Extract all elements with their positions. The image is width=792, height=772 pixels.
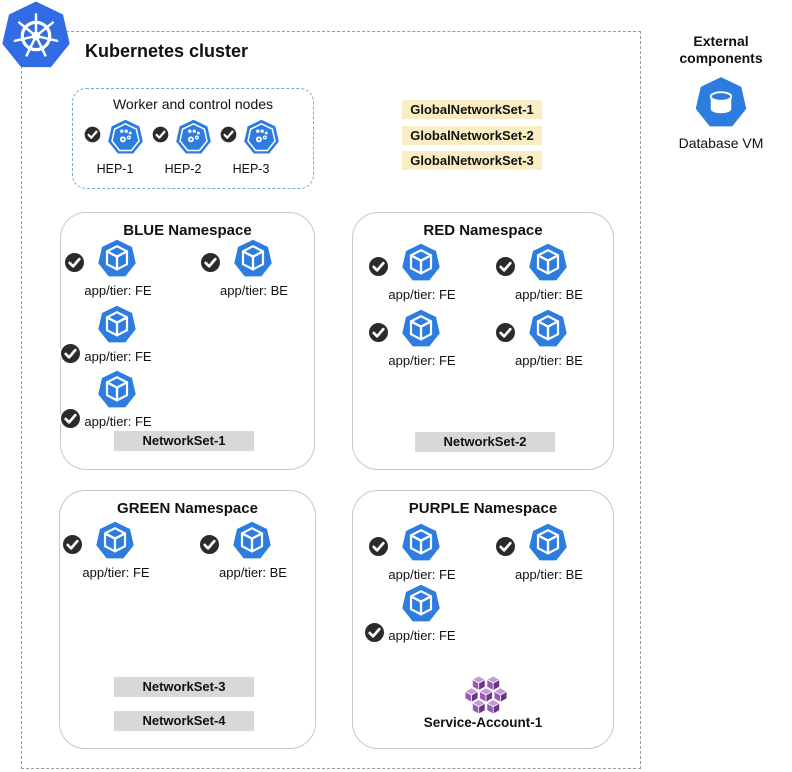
pod-label: app/tier: FE — [84, 349, 152, 364]
pod-label: app/tier: BE — [220, 283, 288, 298]
node-label: HEP-3 — [232, 162, 270, 176]
check-icon — [494, 255, 517, 278]
pod-label: app/tier: BE — [515, 567, 583, 582]
pod-label: app/tier: FE — [388, 628, 456, 643]
pod-label: app/tier: FE — [84, 414, 152, 429]
node-icon — [107, 119, 144, 156]
service-account-icon — [464, 676, 508, 714]
external-components-section — [653, 33, 789, 151]
pod-label: app/tier: BE — [219, 565, 287, 580]
pod — [63, 305, 173, 369]
external-components-title: External components — [679, 33, 763, 66]
pod-label: app/tier: FE — [388, 353, 456, 368]
check-icon — [199, 251, 222, 274]
pod-icon — [401, 523, 441, 563]
network-set-label: NetworkSet-2 — [415, 432, 555, 452]
node-icon — [175, 119, 212, 156]
namespace-blue — [60, 212, 315, 470]
namespace-title: PURPLE Namespace — [408, 500, 558, 517]
database-icon — [694, 76, 748, 130]
namespace-red — [352, 212, 614, 470]
namespace-green — [59, 490, 316, 749]
pod-icon — [233, 239, 273, 279]
host-endpoint-node — [83, 117, 147, 181]
network-set-label: NetworkSet-4 — [114, 711, 254, 731]
worker-box-title: Worker and control nodes — [112, 96, 274, 112]
check-icon — [63, 251, 86, 274]
check-icon — [367, 321, 390, 344]
pod-icon — [401, 309, 441, 349]
pod-icon — [97, 370, 137, 410]
pod — [367, 523, 477, 587]
pod — [199, 239, 309, 303]
node-icon — [243, 119, 280, 156]
check-icon — [61, 533, 84, 556]
node-label: HEP-2 — [164, 162, 202, 176]
check-icon — [367, 535, 390, 558]
node-label: HEP-1 — [96, 162, 134, 176]
pod-label: app/tier: BE — [515, 353, 583, 368]
kubernetes-logo-icon — [0, 0, 72, 72]
pod — [367, 309, 477, 373]
network-set-label: NetworkSet-1 — [114, 431, 254, 451]
pod-icon — [528, 243, 568, 283]
pod-icon — [528, 309, 568, 349]
pod — [494, 309, 604, 373]
pod — [494, 523, 604, 587]
global-network-set-label: GlobalNetworkSet-2 — [402, 126, 542, 145]
database-vm-label: Database VM — [678, 134, 764, 151]
check-icon — [198, 533, 221, 556]
host-endpoint-node — [219, 117, 283, 181]
check-icon — [83, 125, 102, 144]
pod-icon — [401, 584, 441, 624]
pod-icon — [97, 239, 137, 279]
cluster-title: Kubernetes cluster — [85, 41, 249, 61]
pod — [63, 239, 173, 303]
check-icon — [494, 321, 517, 344]
global-network-set-label: GlobalNetworkSet-1 — [402, 100, 542, 119]
pod — [198, 521, 308, 585]
check-icon — [151, 125, 170, 144]
namespace-title: BLUE Namespace — [123, 222, 252, 239]
pod-label: app/tier: FE — [84, 283, 152, 298]
check-icon — [219, 125, 238, 144]
pod — [63, 370, 173, 434]
pod-icon — [97, 305, 137, 345]
pod-icon — [528, 523, 568, 563]
pod — [61, 521, 171, 585]
pod — [494, 243, 604, 307]
pod-label: app/tier: FE — [388, 287, 456, 302]
global-network-set-label: GlobalNetworkSet-3 — [402, 151, 542, 170]
pod-icon — [401, 243, 441, 283]
service-account-label: Service-Account-1 — [423, 715, 543, 730]
check-icon — [494, 535, 517, 558]
worker-control-nodes-box — [72, 88, 314, 189]
pod — [367, 584, 477, 648]
check-icon — [367, 255, 390, 278]
pod-label: app/tier: BE — [515, 287, 583, 302]
pod-label: app/tier: FE — [388, 567, 456, 582]
namespace-title: GREEN Namespace — [117, 500, 258, 517]
pod-label: app/tier: FE — [82, 565, 150, 580]
pod — [367, 243, 477, 307]
pod-icon — [232, 521, 272, 561]
namespace-purple — [352, 490, 614, 749]
namespace-title: RED Namespace — [423, 222, 543, 239]
network-set-label: NetworkSet-3 — [114, 677, 254, 697]
pod-icon — [95, 521, 135, 561]
host-endpoint-node — [151, 117, 215, 181]
